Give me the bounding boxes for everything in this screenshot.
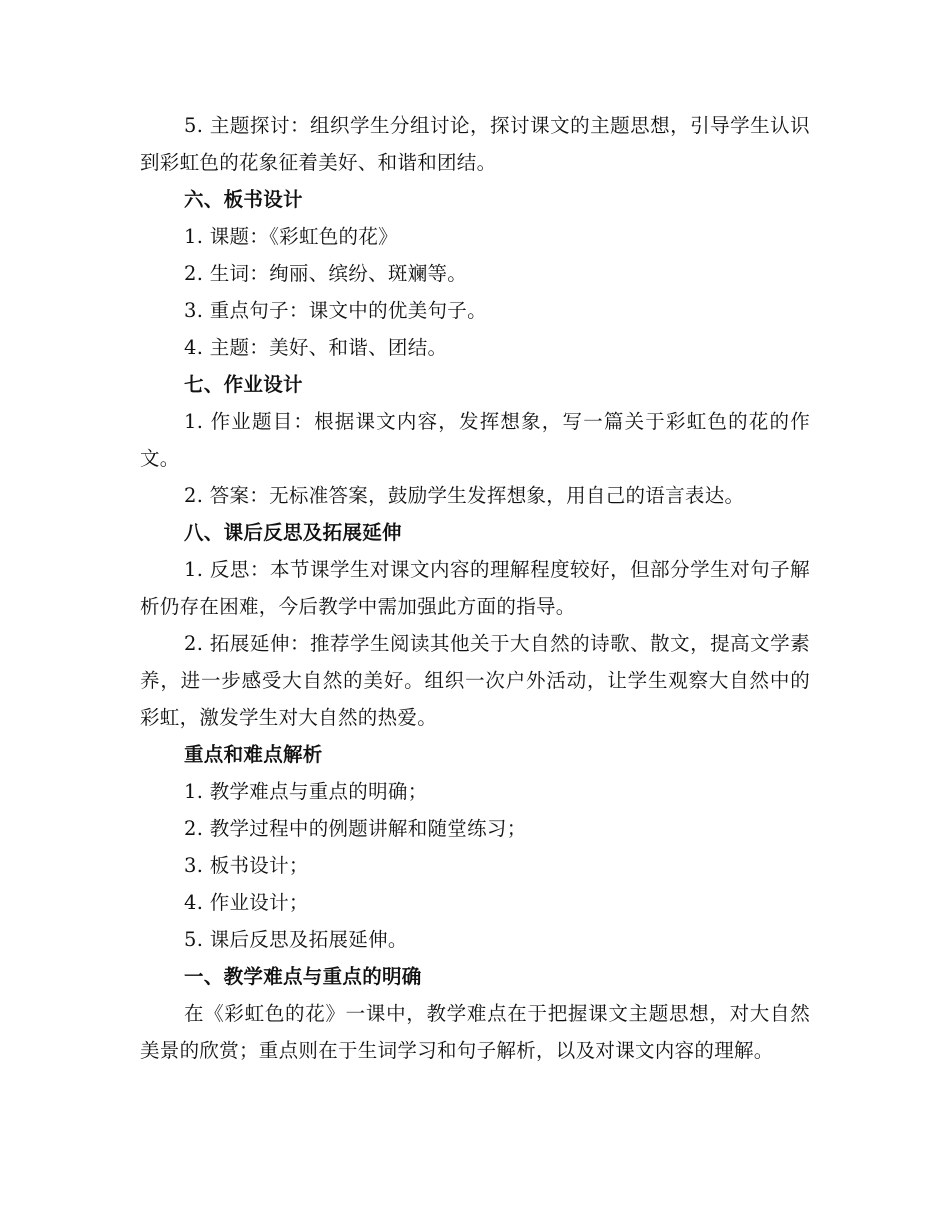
list-item-new-words: 2. 生词：绚丽、缤纷、斑斓等。 <box>184 262 468 285</box>
heading-reflection-extension: 八、课后反思及拓展延伸 <box>184 521 402 544</box>
list-item-theme: 4. 主题：美好、和谐、团结。 <box>184 336 448 359</box>
list-item-extension: 2. 拓展延伸：推荐学生阅读其他关于大自然的诗歌、散文，提高文学素养，进一步感受大自然的美好。组织一次户外活动，让学生观察大自然中的彩虹，激发学生对大自然的热爱。 <box>140 632 810 729</box>
heading-section-one: 一、教学难点与重点的明确 <box>184 965 422 988</box>
list-item-key-5: 5. 课后反思及拓展延伸。 <box>184 928 408 951</box>
paragraph-section-one-body: 在《彩虹色的花》一课中，教学难点在于把握课文主题思想，对大自然美景的欣赏；重点则在于生词学习和句子解析，以及对课文内容的理解。 <box>140 1002 810 1062</box>
heading-blackboard-design: 六、板书设计 <box>184 188 303 211</box>
list-item-key-1: 1. 教学难点与重点的明确； <box>184 780 428 803</box>
list-item-title: 1. 课题：《彩虹色的花》 <box>184 225 398 248</box>
paragraph-theme-discussion: 5. 主题探讨：组织学生分组讨论，探讨课文的主题思想，引导学生认识到彩虹色的花象征着美好、和谐和团结。 <box>140 114 810 174</box>
document-body <box>140 107 810 1069</box>
list-item-key-2: 2. 教学过程中的例题讲解和随堂练习； <box>184 817 527 840</box>
list-item-key-sentences: 3. 重点句子：课文中的优美句子。 <box>184 299 487 322</box>
list-item-homework-answer: 2. 答案：无标准答案，鼓励学生发挥想象，用自己的语言表达。 <box>184 484 745 507</box>
list-item-key-4: 4. 作业设计； <box>184 891 309 914</box>
heading-key-difficult-points: 重点和难点解析 <box>184 743 323 766</box>
list-item-key-3: 3. 板书设计； <box>184 854 309 877</box>
list-item-homework-topic: 1. 作业题目：根据课文内容，发挥想象，写一篇关于彩虹色的花的作文。 <box>140 410 810 470</box>
heading-homework-design: 七、作业设计 <box>184 373 303 396</box>
list-item-reflection: 1. 反思：本节课学生对课文内容的理解程度较好，但部分学生对句子解析仍存在困难，今后教学中需加强此方面的指导。 <box>140 558 810 618</box>
